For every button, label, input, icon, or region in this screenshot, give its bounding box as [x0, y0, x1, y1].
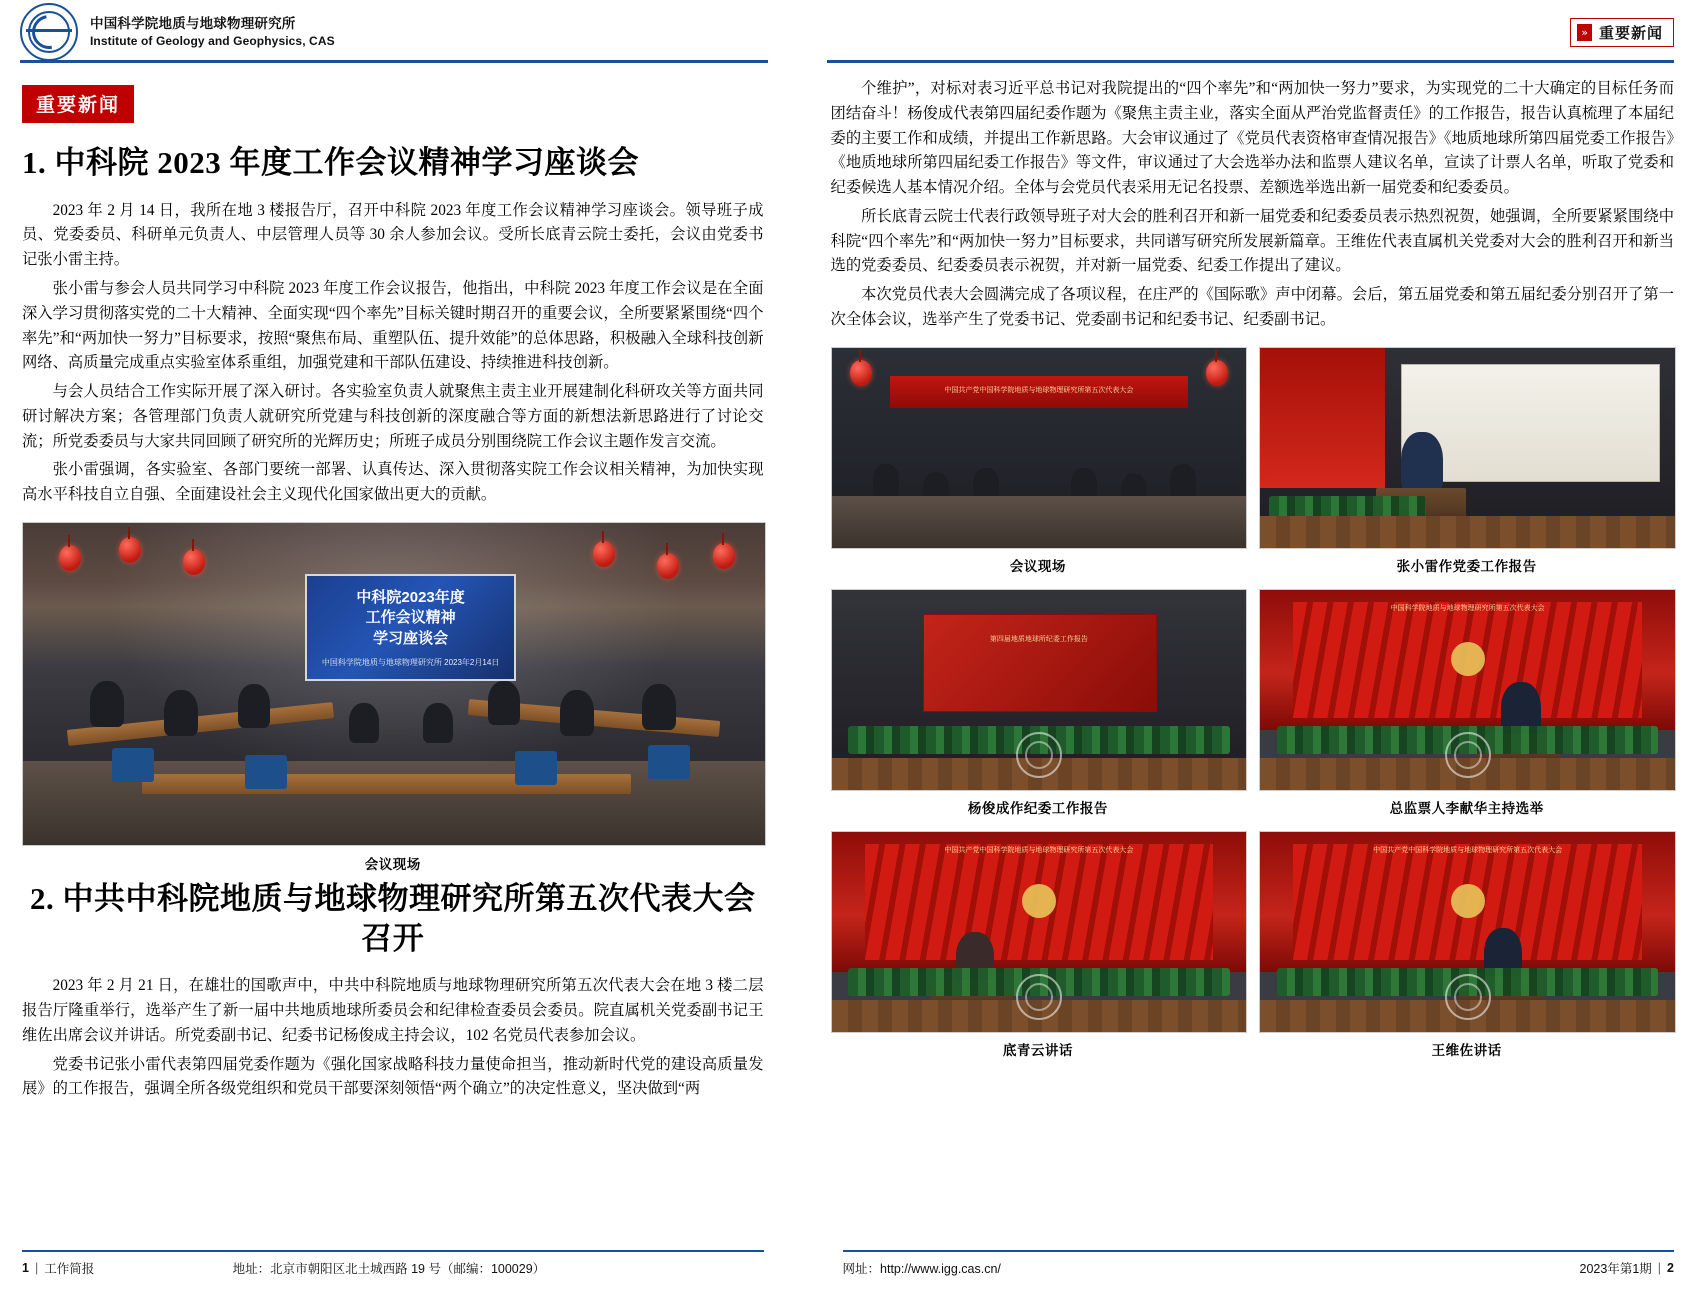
- photo-item: [831, 347, 1246, 579]
- right-paragraph-2: 所长底青云院士代表行政领导班子对大会的胜利召开和新一届党委和纪委委员表示热烈祝贺，她强调，全所要紧紧围绕中科院“四个率先”和“两加快一努力”目标要求，共同谱写研究所发展新篇章。王维佐代表直属机关党委对大会的胜利召开和新当选的党委委员、纪委委员表示祝贺，并对新一届党委、纪委工作提出了建议。: [830, 207, 1674, 275]
- org-name-cn: 中国科学院地质与地球物理研究所: [90, 15, 296, 31]
- article-2-title: 2. 中共中科院地质与地球物理研究所第五次代表大会召开: [30, 880, 756, 956]
- section-tag-important-news: [1570, 18, 1674, 47]
- masthead-left: [0, 0, 790, 58]
- masthead-right: [821, 0, 1700, 58]
- photo-caption: 张小雷作党委工作报告: [1396, 558, 1537, 574]
- photo-caption: 王维佐讲话: [1431, 1042, 1502, 1058]
- photo-banner-text: 中国共产党中国科学院地质与地球物理研究所第五次代表大会: [890, 376, 1189, 408]
- footer-right-website[interactable]: 网址：http://www.igg.cas.cn/: [842, 1262, 1001, 1276]
- igg-cas-logo: [20, 3, 78, 61]
- li-xianhua-election-photo: [1259, 589, 1676, 791]
- article-1-figure: [22, 522, 764, 873]
- article-2-paragraph-1: 2023 年 2 月 21 日，在雄壮的国歌声中，中共中科院地质与地球物理研究所第五次代表大会在地 3 楼二层报告厅隆重举行，选举产生了新一届中共地质地球所委员会和纪律检查委员会委员。院直属机关党委副书记王维佐出席会议并讲话。所党委副书记、纪委书记杨俊成主持会议，102 名党员代表参加会议。: [22, 977, 764, 1044]
- article-1-title: 1. 中科院 2023 年度工作会议精神学习座谈会: [22, 145, 639, 180]
- left-column-body: [0, 63, 790, 1102]
- article-1-paragraph-2: 张小雷与参会人员共同学习中科院 2023 年度工作会议报告，他指出，中科院 2023 年度工作会议是在全面深入学习贯彻落实党的二十大精神、全面实现“四个率先”目标关键时期召开的重要会议，全所要紧紧围绕“四个率先”和“两加快一努力”目标要求，按照“聚焦布局、重塑队伍、提升效能”的总体思路，积极融入全球科技创新网络、高质量完成重点实验室体系重组，加强党建和干部队伍建设、持续推进科技创新。: [22, 279, 764, 372]
- photo-banner-text: 中国共产党中国科学院地质与地球物理研究所第五次代表大会: [1373, 847, 1563, 855]
- right-paragraph-1: 个维护”，对标对表习近平总书记对我院提出的“四个率先”和“两加快一努力”要求，为实现党的二十大确定的目标任务而团结奋斗！杨俊成代表第四届纪委作题为《聚焦主责主业，落实全面从严治党监督责任》的工作报告，报告认真梳理了本届纪委的主要工作和成绩，并提出工作新思路。大会审议通过了《党员代表资格审查情况报告》《地质地球所第四届党委工作报告》《地质地球所第四届纪委工作报告》等文件，审议通过了大会选举办法和监票人建议名单，宣读了计票人名单，听取了党委和纪委候选人基本情况介绍。全体与会党员代表采用无记名投票、差额选举选出新一届党委和纪委委员。: [830, 80, 1674, 197]
- footer-right: 网址：http://www.igg.cas.cn/ 2023年第1期 | 2: [821, 1250, 1700, 1289]
- projector-screen-title: 中科院2023年度 工作会议精神 学习座谈会: [356, 589, 465, 647]
- section-badge: 重要新闻: [22, 85, 134, 123]
- photo-item: [1259, 589, 1674, 821]
- photo-banner-text: 中国科学院地质与地球物理研究所第五次代表大会: [1390, 605, 1545, 613]
- article-1-paragraph-3: 与会人员结合工作实际开展了深入研讨。各实验室负责人就聚焦主责主业开展建制化科研攻关等方面共同研讨解决方案；各管理部门负责人就研究所党建与科技创新的深度融合等方面的新想法新思路进行了讨论交流；所党委委员与大家共同回顾了研究所的光辉历史；所班子成员分别围绕院工作会议主题作发言交流。: [22, 383, 764, 450]
- footer-right-page-number: 2: [1667, 1261, 1674, 1275]
- article-1-paragraph-4: 张小雷强调，各实验室、各部门要统一部署、认真传达、深入贯彻落实院工作会议相关精神，为加快实现高水平科技自立自强、全面建设社会主义现代化国家做出更大的贡献。: [22, 461, 764, 504]
- photo-item: [831, 831, 1246, 1063]
- section-tag-label: 重要新闻: [1598, 24, 1663, 42]
- article-1-figure-caption: 会议现场: [364, 856, 421, 872]
- wang-weizuo-speech-photo: [1259, 831, 1676, 1033]
- yang-juncheng-report-photo: [831, 589, 1248, 791]
- article-2-paragraph-2: 党委书记张小雷代表第四届党委作题为《强化国家战略科技力量使命担当，推动新时代党的建设高质量发展》的工作报告，强调全所各级党组织和党员干部要深刻领悟“两个确立”的决定性意义，坚决做到“两: [22, 1055, 764, 1098]
- double-chevron-icon: »: [1577, 24, 1592, 41]
- article-1-paragraph-1: 2023 年 2 月 14 日，我所在地 3 楼报告厅，召开中科院 2023 年度工作会议精神学习座谈会。领导班子成员、党委委员、科研单元负责人、中层管理人员等 30 余人参加会议。受所长底青云院士委托，会议由党委书记张小雷主持。: [22, 201, 764, 269]
- footer-left: 1 | 工作简报 地址：北京市朝阳区北土城西路 19 号（邮编：100029）: [0, 1250, 790, 1289]
- footer-left-page-number: 1: [22, 1261, 29, 1275]
- conference-scene-photo: [831, 347, 1248, 549]
- right-paragraph-3: 本次党员代表大会圆满完成了各项议程，在庄严的《国际歌》声中闭幕。会后，第五届党委和第五届纪委分别召开了第一次全体会议，选举产生了党委书记、党委副书记和纪委书记、纪委副书记。: [830, 286, 1674, 328]
- page-gutter: [790, 0, 821, 1289]
- organization-names: [90, 15, 335, 49]
- footer-left-address: 地址：北京市朝阳区北土城西路 19 号（邮编：100029）: [232, 1262, 546, 1276]
- slide-title-text: 第四届地质地球所纪委工作报告: [989, 635, 1088, 643]
- photo-caption: 会议现场: [1009, 558, 1066, 574]
- photo-caption: 总监票人李献华主持选举: [1389, 800, 1544, 816]
- photo-grid: [831, 347, 1674, 1063]
- right-column-body: [821, 63, 1700, 1063]
- footer-left-label: 工作简报: [44, 1262, 95, 1276]
- photo-banner-text: 中国共产党中国科学院地质与地球物理研究所第五次代表大会: [944, 847, 1134, 855]
- projector-screen-subtitle: 中国科学院地质与地球物理研究所 2023年2月14日: [321, 657, 500, 667]
- photo-item: [1259, 347, 1674, 579]
- page-left: [0, 0, 790, 1289]
- page-right: [821, 0, 1700, 1289]
- photo-caption: 杨俊成作纪委工作报告: [967, 800, 1108, 816]
- photo-item: [1259, 831, 1674, 1063]
- meeting-room-photo: [22, 522, 766, 846]
- org-name-en: Institute of Geology and Geophysics, CAS: [90, 34, 335, 49]
- di-qingyun-speech-photo: [831, 831, 1248, 1033]
- photo-caption: 底青云讲话: [1002, 1042, 1073, 1058]
- footer-right-issue: 2023年第1期: [1579, 1262, 1652, 1276]
- zhang-xiaolei-report-photo: [1259, 347, 1676, 549]
- photo-item: [831, 589, 1246, 821]
